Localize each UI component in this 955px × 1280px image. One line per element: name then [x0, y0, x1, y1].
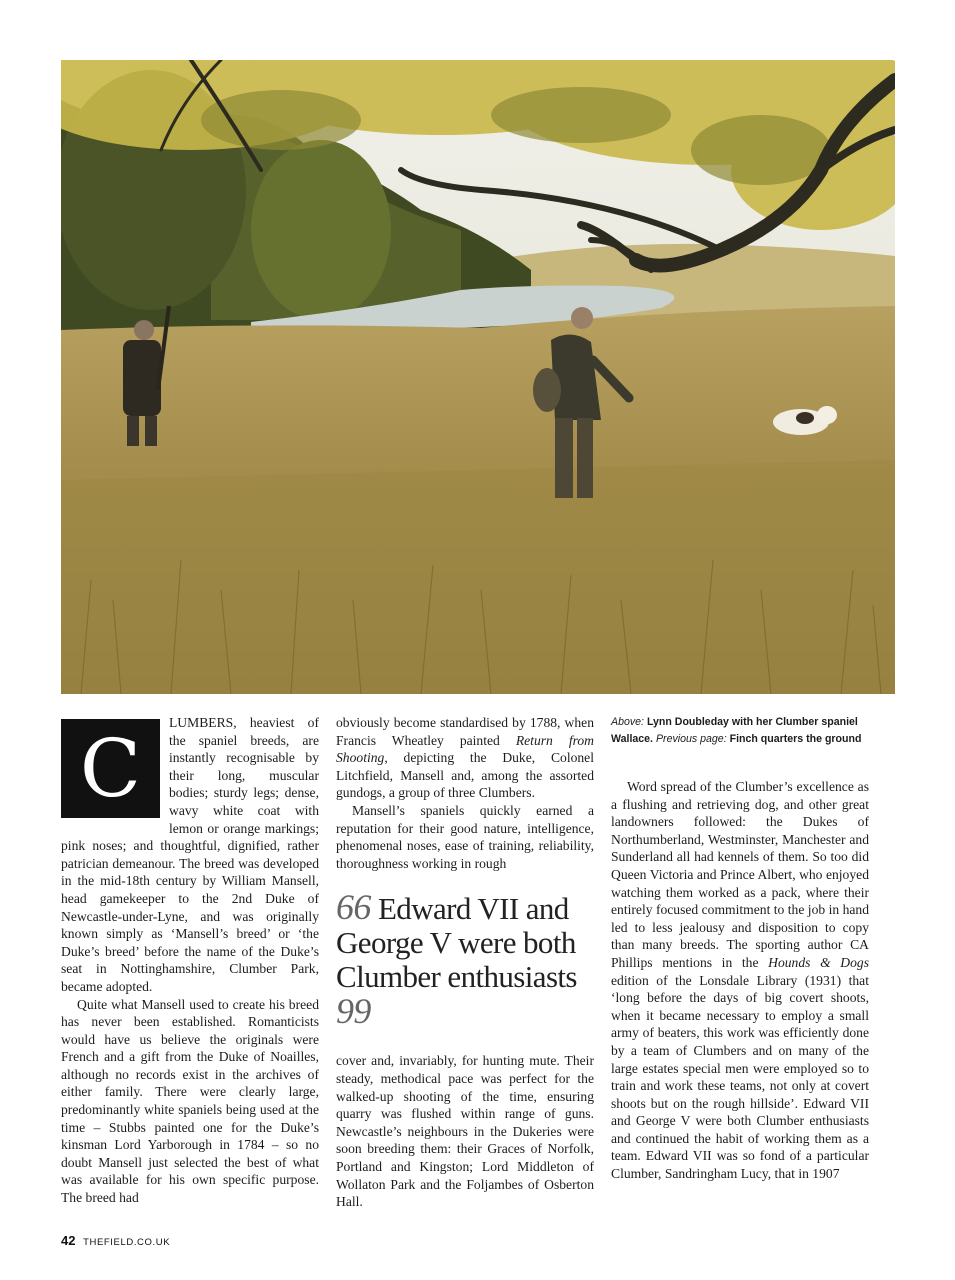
article-paragraph: LUMBERS, heaviest of the spaniel breeds, are instantly recognisable by their long, muscular bodies; sturdy legs; dense, wavy white coat with lemon or orange markings; pink noses; and thoughtful, dignified, rather patrician demeanour. The breed was developed in the mid-18th century by William Mansell, head gamekeeper to the 2nd Duke of Newcastle-under-Lyne, and was originally known simply as ‘Mansell’s breed’ or ‘the Duke’s breed’ before the name of the Duke’s seat in Nottinghamshire, Clumber Park, became adopted.: [61, 715, 319, 994]
article-paragraph: Mansell’s spaniels quickly earned a reputation for their good nature, intelligence, phenomenal noses, ease of training, reliability, thoroughness working in rough: [336, 802, 594, 871]
text-run: edition of the Lonsdale Library (1931) that ‘long before the days of big covert shoots, when it became necessary to employ a small army of beaters, this work was efficiently done by a team of Clumbers and on many of the large estates special men were employed so to train and work these teams, not only at covert shoots but on the rough hillside’. Edward VII and George V were both Clumber enthusiasts and continued the habit of working them as a team. Edward VII was so fond of a particular Clumber, Sandringham Lucy, that in 1907: [611, 972, 869, 1182]
article-column-2: [336, 714, 594, 1211]
page-footer: [61, 1233, 170, 1248]
article-paragraph: cover and, invariably, for hunting mute. Their steady, methodical pace was perfect for the walked-up shooting of the time, ensuring quarry was flushed within range of guns. Newcastle’s neighbours in the Dukeries were soon breeding them: their Graces of Norfolk, Portland and Kingston; Lord Middleton of Wollaton Park and the Foljambes of Osberton Hall.: [336, 1053, 594, 1210]
article-column-1: [61, 714, 319, 1207]
drop-cap: C: [61, 719, 160, 818]
landscape-photo-icon: [61, 60, 895, 694]
caption-above-text: Lynn Doubleday with her Clumber spaniel Wallace.: [611, 716, 858, 745]
close-quote-mark: 99: [336, 991, 371, 1032]
pull-quote: [336, 887, 594, 1032]
painting-title: Return from Shooting: [336, 732, 594, 766]
article-column-3: [611, 714, 869, 1183]
photo-caption: [611, 714, 869, 748]
article-paragraph: Quite what Mansell used to create his breed has never been established. Romanticists would have us believe the originals were French and a gift from the Duke of Noailles, although no records exist in the archives of either family. There were clearly large, predominantly white spaniels being used at the time – Stubbs painted one for the Duke’s kinsman Lord Yarborough in 1784 – so no doubt Mansell just selected the best of what was available for his own specific purpose. The breed had: [61, 996, 319, 1206]
text-run: Word spread of the Clumber’s excellence as a flushing and retrieving dog, and other great landowners followed: the Dukes of Northumberland, Westminster, Manchester and Sunderland all had kennels of them. So too did Queen Victoria and Prince Albert, who enjoyed watching them worked as a pack, where their entirely focused commitment to the job in hand led to less jealousy and disposition to copy than many breeds. The sporting author CA Phillips mentions in the: [611, 779, 869, 970]
text-run: , depicting the Duke, Colonel Litchfield, Mansell and, among the assorted gundogs, a group of three Clumbers.: [336, 750, 594, 801]
text-run: obviously become standardised by 1788, when Francis Wheatley painted: [336, 715, 594, 748]
site-url: THEFIELD.CO.UK: [83, 1237, 171, 1248]
hero-photo: [61, 60, 895, 694]
caption-previous-text: Finch quarters the ground: [729, 733, 862, 745]
open-quote-mark: 66: [336, 887, 371, 928]
page-number: 42: [61, 1233, 76, 1248]
article-paragraph: [336, 714, 594, 802]
caption-previous-label: Previous page:: [655, 733, 727, 745]
caption-above-label: Above:: [611, 716, 644, 728]
book-title: Hounds & Dogs: [768, 954, 869, 970]
article-paragraph: [611, 778, 869, 1183]
pull-quote-text: Edward VII and George V were both Clumber enthusiasts: [336, 891, 577, 995]
